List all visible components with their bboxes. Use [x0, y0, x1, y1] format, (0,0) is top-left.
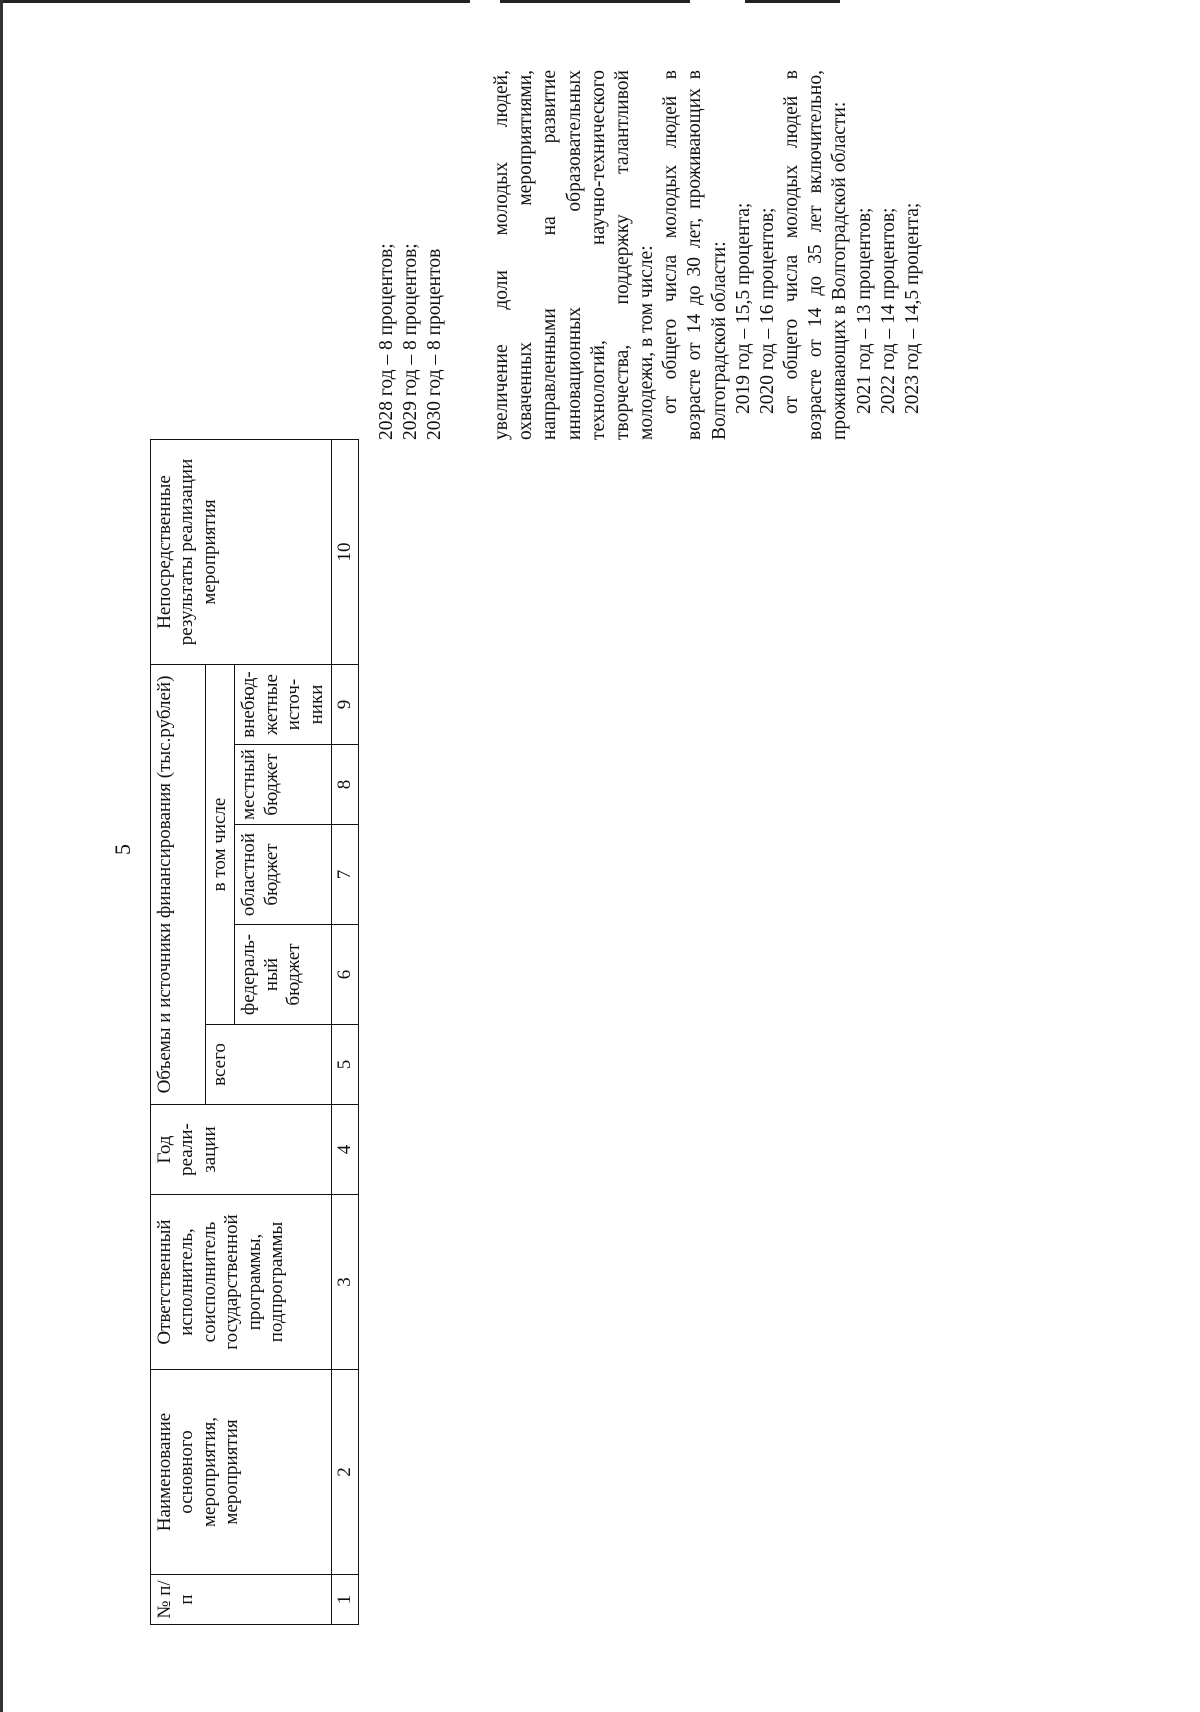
results-paragraph: увеличение доли молодых людей, охваченных мероприятиями, направленными на развитие инновационных образовательных технологий, научно-технического творчества, поддержку талантливой молодежи, в том числе:	[491, 70, 658, 440]
column-number: 4	[332, 1105, 359, 1195]
header-regional: областной бюджет	[235, 825, 332, 925]
result-line: 2019 год – 15,5 процента;	[732, 202, 754, 414]
page-number: 5	[110, 844, 135, 855]
header-num: № п/п	[151, 1575, 332, 1625]
result-line: 2029 год – 8 процентов;	[400, 243, 422, 440]
column-number: 6	[332, 925, 359, 1025]
column-number: 2	[332, 1370, 359, 1575]
header-name: Наименование основного мероприятия, мероприятия	[151, 1370, 332, 1575]
header-executor: Ответственный исполнитель, соисполнитель государственной программы, подпрограммы	[151, 1195, 332, 1370]
scan-top-edge	[0, 0, 1200, 4]
column-numbers-row	[332, 440, 359, 1625]
column-number: 3	[332, 1195, 359, 1370]
results-sub-14-30: от общего числа молодых людей в возрасте от 14 до 30 лет, проживающих в Волгоградской области:	[660, 70, 730, 440]
header-results: Непосредственные результаты реализации мероприятия	[151, 440, 332, 665]
result-line: 2023 год – 14,5 процента;	[901, 202, 923, 414]
header-local: местный бюджет	[235, 745, 332, 825]
result-line: 2021 год – 13 процентов;	[853, 207, 875, 414]
column-number: 9	[332, 665, 359, 745]
column-number: 8	[332, 745, 359, 825]
column-number: 7	[332, 825, 359, 925]
result-line: 2028 год – 8 процентов;	[376, 243, 397, 440]
results-continuation	[375, 70, 448, 440]
result-line: 2022 год – 14 процентов;	[877, 207, 899, 414]
column-number: 5	[332, 1025, 359, 1105]
program-table	[150, 439, 359, 1625]
results-text	[490, 70, 925, 440]
result-line: 2030 год – 8 процентов	[424, 248, 446, 440]
header-extra: внебюд-жетные источ-ники	[235, 665, 332, 745]
header-total: всего	[206, 1025, 332, 1105]
scan-left-edge	[0, 0, 3, 1712]
column-number: 1	[332, 1575, 359, 1625]
rotated-page	[150, 65, 1200, 1625]
header-including: в том числе	[206, 665, 235, 1025]
header-federal: федераль-ный бюджет	[235, 925, 332, 1025]
header-year: Год реали-зации	[151, 1105, 332, 1195]
results-sub-14-35: от общего числа молодых людей в возрасте от 14 до 35 лет включительно, проживающих в Волгоградской области:	[781, 70, 851, 440]
header-funding: Объемы и источники финансирования (тыс.рублей)	[151, 665, 206, 1105]
result-line: 2020 год – 16 процентов;	[756, 207, 778, 414]
column-number: 10	[332, 440, 359, 665]
